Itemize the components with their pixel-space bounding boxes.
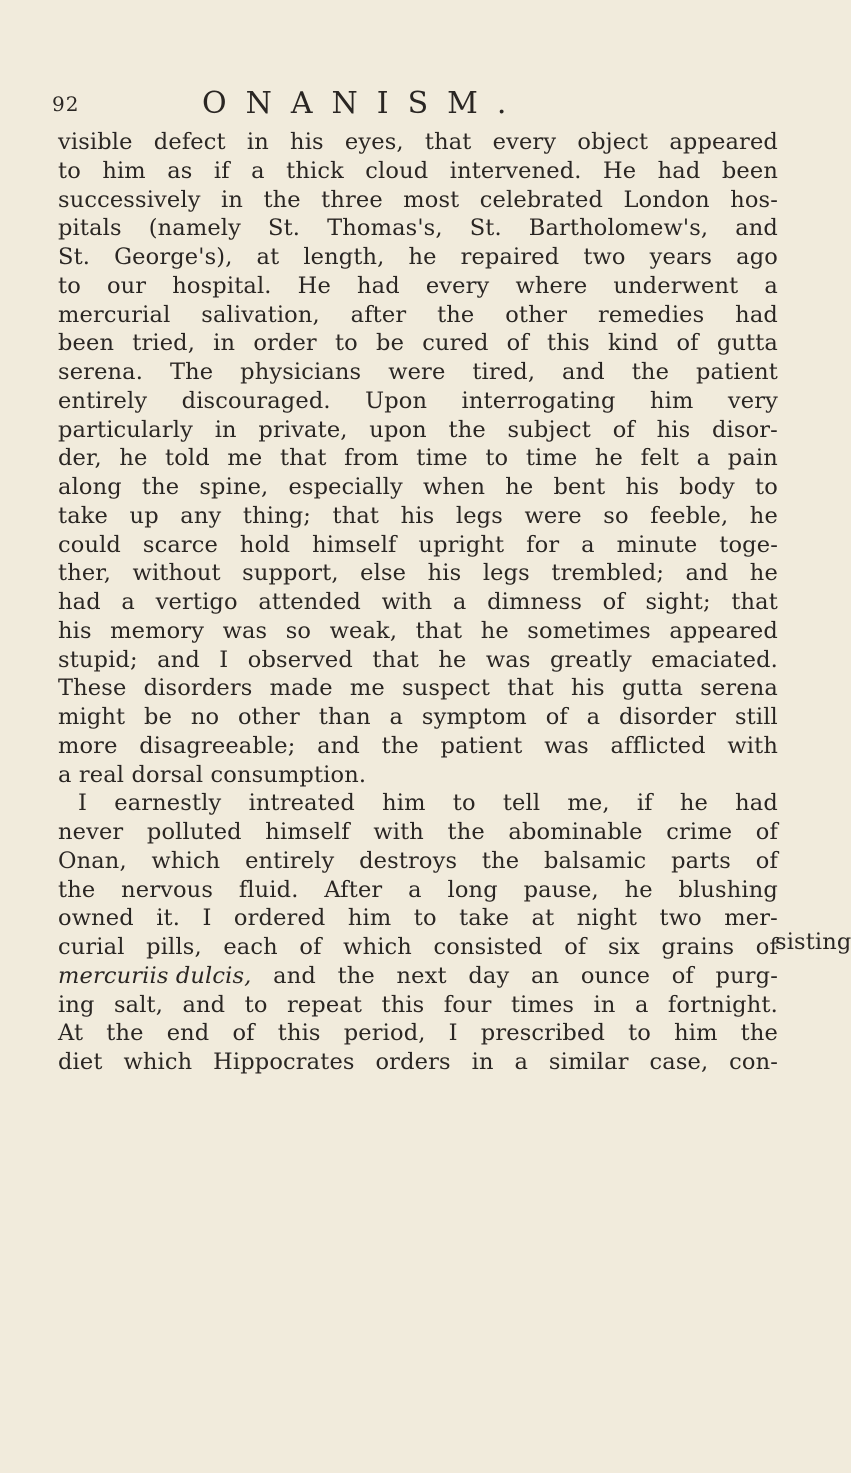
running-head: [52, 86, 772, 126]
text-line: visible defect in his eyes, that every object appeared: [58, 129, 778, 155]
text-line: serena. The physicians were tired, and the patient: [58, 359, 778, 385]
catchword: sisting: [775, 929, 851, 955]
text-line: St. George's), at length, he repaired two years ago: [58, 244, 778, 270]
paragraph-2: [58, 789, 778, 1077]
text-line: along the spine, especially when he bent his body to: [58, 474, 778, 500]
text-line: had a vertigo attended with a dimness of sight; that: [58, 589, 778, 615]
text-line: more disagreeable; and the patient was afflicted with: [58, 732, 778, 759]
text-line: successively in the three most celebrated London hos-: [58, 186, 778, 213]
text-line: ing salt, and to repeat this four times in a fortnight.: [58, 991, 778, 1018]
text-line: might be no other than a symptom of a disorder still: [58, 704, 778, 730]
text-line: to our hospital. He had every where underwent a: [58, 272, 778, 299]
text-line: a real dorsal consumption.: [58, 761, 367, 788]
text-line: These disorders made me suspect that his gutta serena: [58, 675, 778, 702]
text-line: At the end of this period, I prescribed to him the: [58, 1020, 778, 1047]
text-line: to him as if a thick cloud intervened. He had been: [58, 157, 778, 184]
text-line: his memory was so weak, that he sometimes appeared: [58, 617, 778, 644]
text-line: I earnestly intreated him to tell me, if he had: [78, 790, 778, 817]
text-line: take up any thing; that his legs were so feeble, he: [58, 502, 778, 529]
text-line: mercurial salivation, after the other remedies had: [58, 301, 778, 328]
text-line: been tried, in order to be cured of this kind of gutta: [58, 330, 778, 357]
text-line: entirely discouraged. Upon interrogating him very: [58, 387, 778, 414]
text-line: ther, without support, else his legs trembled; and he: [58, 560, 778, 587]
text-line: mercuriis dulcis, and the next day an ounce of purg-: [58, 962, 778, 989]
paragraph-1: [58, 128, 778, 789]
text-line: stupid; and I observed that he was greatly emaciated.: [58, 646, 778, 673]
text-line: could scarce hold himself upright for a minute toge-: [58, 531, 778, 558]
text-line: der, he told me that from time to time he felt a pain: [58, 445, 778, 472]
text-line: the nervous fluid. After a long pause, he blushing: [58, 876, 778, 903]
text-line: pitals (namely St. Thomas's, St. Bartholomew's, and: [58, 215, 778, 242]
text-line: curial pills, each of which consisted of six grains of: [58, 934, 778, 960]
page-number: 92: [52, 92, 80, 116]
text-line: owned it. I ordered him to take at night two mer-: [58, 905, 778, 932]
text-line: Onan, which entirely destroys the balsamic parts of: [58, 847, 778, 874]
text-line: never polluted himself with the abominable crime of: [58, 819, 778, 845]
text-line: particularly in private, upon the subject of his disor-: [58, 416, 778, 443]
text-line: diet which Hippocrates orders in a similar case, con-: [58, 1049, 778, 1075]
body-text: [58, 128, 851, 1077]
running-title: ONANISM.: [202, 86, 526, 121]
